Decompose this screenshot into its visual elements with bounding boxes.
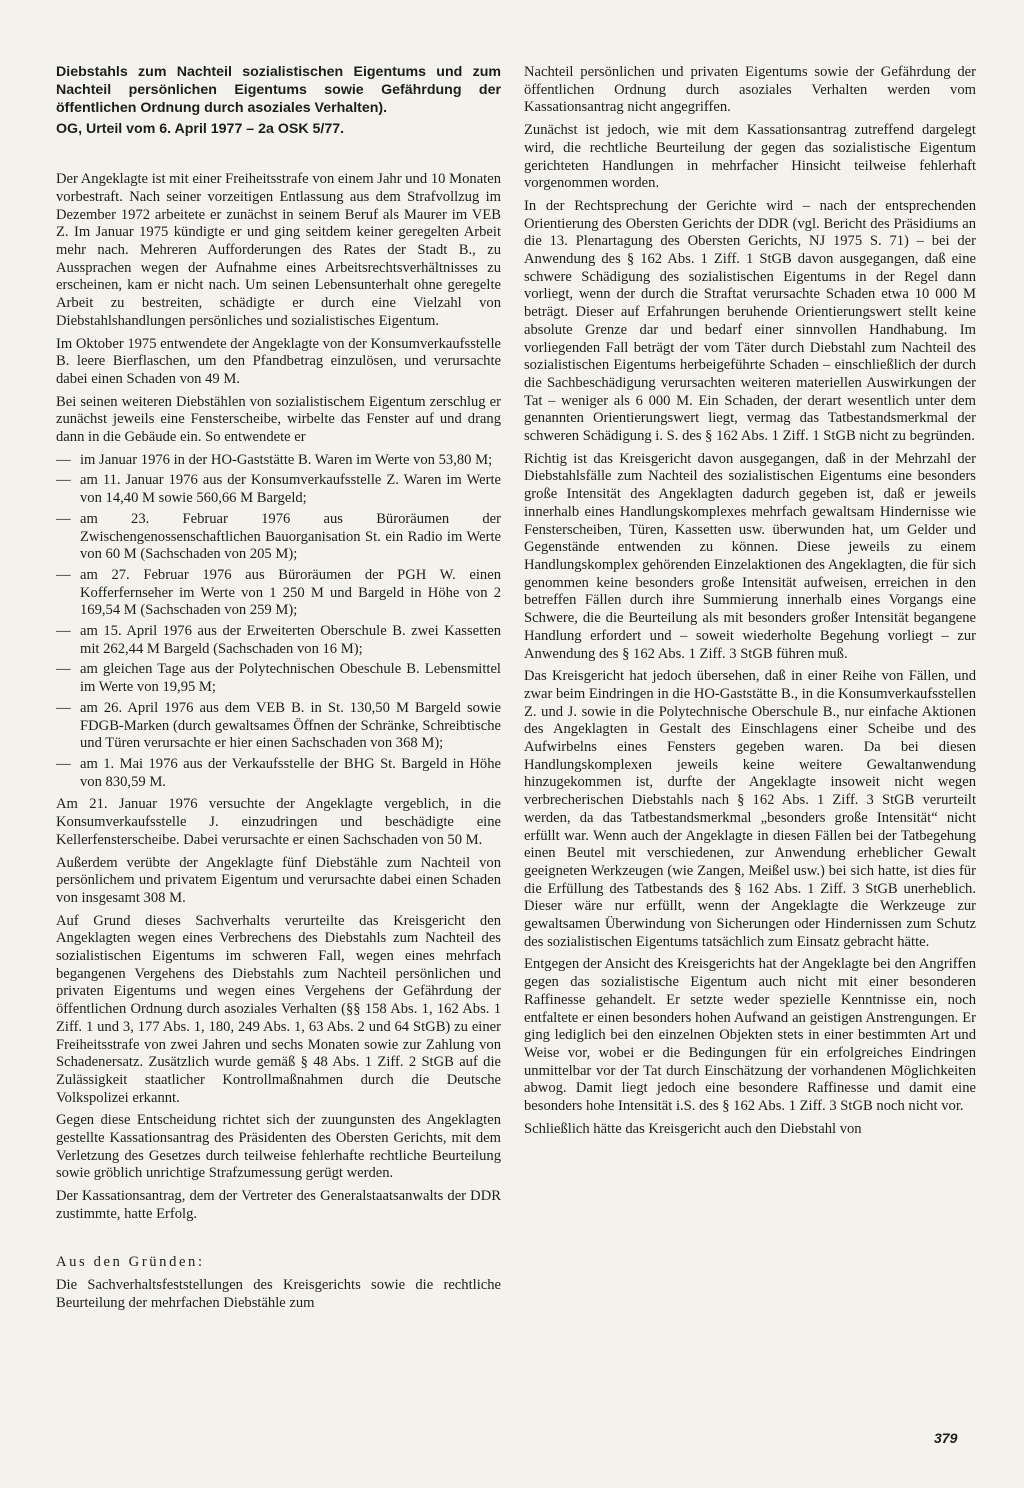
paragraph: Entgegen der Ansicht des Kreisgerichts hat der Angeklagte bei den Angriffen gegen das sozialistische Eigentum auch nicht mit einer besonderen Raffinesse gehandelt. Er setzte weder spezielle Kenntnisse ein, noch entfaltete er einen besonders hohen Aufwand an geistigen Anstrengungen. Er ging lediglich bei den einzelnen Objekten stets in einer bestimmten Art und Weise vor, wobei er die Bedingungen für ein erfolgreiches Eindringen unmittelbar vor der Tat durch Einschätzung der vorhandenen Möglichkeiten abwog. Damit liegt jedoch eine besondere Raffinesse und damit eine besonders hohe Intensität i.S. des § 162 Abs. 1 Ziff. 3 StGB noch nicht vor. (524, 956, 976, 1115)
paragraph: Die Sachverhaltsfeststellungen des Kreisgerichts sowie die rechtliche Beurteilung der mehrfachen Diebstähle zum (56, 1277, 501, 1311)
section-heading: Aus den Gründen: (56, 1253, 205, 1270)
left-column (56, 64, 501, 1318)
paragraph: Am 21. Januar 1976 versuchte der Angeklagte vergeblich, in die Konsumverkaufsstelle J. einzudringen und beschädigte eine Kellerfensterscheibe. Dabei verursachte er einen Sachschaden von 50 M. (56, 796, 501, 848)
paragraph: In der Rechtsprechung der Gerichte wird – nach der entsprechenden Orientierung des Obersten Gerichts der DDR (vgl. Bericht des Präsidiums an die 13. Plenartagung des Obersten Gerichts, NJ 1975 S. 71) – bei der Anwendung des § 162 Abs. 1 Ziff. 1 StGB davon ausgegangen, daß eine schwere Schädigung des sozialistischen Eigentums in der Regel dann vorliegt, wenn der durch die Straftat verursachte Schaden etwa 10 000 M beträgt. Dieser auf Erfahrungen beruhende Orientierungswert stellt keine absolute Grenze dar und bedarf einer sinnvollen Handhabung. Im vorliegenden Fall beträgt der vom Täter durch Diebstahl zum Nachteil des sozialistischen Eigentums herbeigeführte Schaden – einschließlich der durch die Sachbeschädigung verursachten weiteren materiellen Auswirkungen der Tat – weniger als 6 000 M. Ein Schaden, der derart wesentlich unter dem genannten Orientierungswert liegt, vermag das Tatbestandsmerkmal der schweren Schädigung i. S. des § 162 Abs. 1 Ziff. 1 StGB nicht zu begründen. (524, 197, 976, 445)
right-column (524, 64, 976, 1143)
court-decision-reference: OG, Urteil vom 6. April 1977 – 2a OSK 5/77. (56, 121, 345, 138)
paragraph: Der Angeklagte ist mit einer Freiheitsstrafe von einem Jahr und 10 Monaten vorbestraft. Nach seiner vorzeitigen Entlassung aus dem Strafvollzug im Dezember 1972 arbeitete er zunächst in seinem Beruf als Maurer im VEB Z. Im Januar 1975 kündigte er und ging seitdem keiner geregelten Arbeit mehr nach. Mehreren Aufforderungen des Rates der Stadt B., zu Aussprachen wegen der Aufnahme eines Arbeitsrechtsverhältnisses zu erscheinen, kam er nicht nach. Um seinen Lebensunterhalt ohne geregelte Arbeit zu bestreiten, schädigte er durch eine Vielzahl von Diebstahlshandlungen persönliches und sozialistisches Eigentum. (56, 171, 501, 329)
paragraph: Der Kassationsantrag, dem der Vertreter des Generalstaatsanwalts der DDR zustimmte, hatte Erfolg. (56, 1188, 501, 1222)
paragraph: Außerdem verübte der Angeklagte fünf Diebstähle zum Nachteil von persönlichem und privatem Eigentum und verursachte dabei einen Schaden von insgesamt 308 M. (56, 854, 501, 906)
paragraph: Richtig ist das Kreisgericht davon ausgegangen, daß in der Mehrzahl der Diebstahlsfälle zum Nachteil des sozialistischen Eigentums eine besonders große Intensität des Angeklagten dadurch gegeben ist, daß er jeweils innerhalb eines Handlungskomplexes mehrfach gewaltsam Hindernisse wie Fensterscheiben, Türen, Kassetten usw. überwunden hat, um Gelder und Gegenstände entwenden zu können. Diese jeweils zu einem Handlungskomplex gehörenden Einzelaktionen des Angeklagten, die für sich genommen keine besonders große Intensität aufweisen, erreichen in den betreffen Fällen durch ihre Summierung innerhalb eines Vorgangs eine Schwere, die die Beurteilung als mit besonders großer Intensität begangene Handlung erfordert und – soweit wiederholte Begehung vorliegt – zur Anwendung des § 162 Abs. 1 Ziff. 3 StGB führen muß. (524, 450, 976, 662)
theft-list (56, 452, 501, 792)
list-item: — am 23. Februar 1976 aus Büroräumen der Zwischengenossenschaftlichen Bauorganisation St. ein Radio im Werte von 60 M (Sachschaden von 205 M); (56, 511, 501, 564)
paragraph: Nachteil persönlichen und privaten Eigentums sowie der Gefährdung der öffentlichen Ordnung durch asoziales Verhalten werden vom Kassationsantrag nicht angegriffen. (524, 64, 976, 116)
paragraph: Zunächst ist jedoch, wie mit dem Kassationsantrag zutreffend dargelegt wird, die rechtliche Beurteilung der gegen das sozialistische Eigentum gerichteten Handlungen in mehrfacher Hinsicht teilweise fehlerhaft vorgenommen worden. (524, 122, 976, 192)
list-item: — am 27. Februar 1976 aus Büroräumen der PGH W. einen Kofferfernseher im Werte von 1 250 M und Bargeld in Höhe von 2 169,54 M (Sachschaden von 259 M); (56, 567, 501, 620)
list-item: — am 1. Mai 1976 aus der Verkaufsstelle der BHG St. Bargeld in Höhe von 830,59 M. (56, 756, 501, 791)
paragraph: Im Oktober 1975 entwendete der Angeklagte von der Konsumverkaufsstelle B. leere Bierflaschen, um den Pfandbetrag einzulösen, und verursachte dabei einen Schaden von 49 M. (56, 335, 501, 387)
page-number: 379 (934, 1430, 958, 1446)
paragraph: Auf Grund dieses Sachverhalts verurteilte das Kreisgericht den Angeklagten wegen eines Verbrechens des Diebstahls zum Nachteil des sozialistischen Eigentums im schweren Fall, wegen eines mehrfach begangenen Vergehens des Diebstahls zum Nachteil persönlichen und privaten Eigentums und wegen eines Vergehens der Gefährdung der öffentlichen Ordnung durch asoziales Verhalten (§§ 158 Abs. 1, 162 Abs. 1 Ziff. 1 und 3, 177 Abs. 1, 180, 249 Abs. 1, 63 Abs. 2 und 64 StGB) zu einer Freiheitsstrafe von zwei Jahren und sechs Monaten sowie zur Zahlung von Schadenersatz. Zusätzlich wurde gemäß § 48 Abs. 1 Ziff. 2 StGB auf die Zulässigkeit staatlicher Kontrollmaßnahmen durch die Deutsche Volkspolizei erkannt. (56, 912, 501, 1106)
case-heading: Diebstahls zum Nachteil sozialistischen Eigentums und zum Nachteil persönlichen Eigentums sowie Gefährdung der öffentlichen Ordnung durch asoziales Verhalten). (56, 64, 501, 116)
paragraph: Schließlich hätte das Kreisgericht auch den Diebstahl von (524, 1120, 862, 1137)
list-item: — am 26. April 1976 aus dem VEB B. in St. 130,50 M Bargeld sowie FDGB-Marken (durch gewaltsames Öffnen der Schränke, Schreibtische und Türen verursachte er hier einen Sachschaden von 368 M); (56, 700, 501, 753)
paragraph: Gegen diese Entscheidung richtet sich der zuungunsten des Angeklagten gestellte Kassationsantrag des Präsidenten des Obersten Gerichts, mit dem Verletzung des Gesetzes durch teilweise fehlerhafte rechtliche Beurteilung sowie gröblich unrichtige Strafzumessung gerügt werden. (56, 1112, 501, 1182)
paragraph: Bei seinen weiteren Diebstählen von sozialistischem Eigentum zerschlug er zunächst jeweils eine Fensterscheibe, wirbelte das Fenster auf und drang dann in die Gebäude ein. So entwendete er (56, 393, 501, 446)
list-item: — am gleichen Tage aus der Polytechnischen Obeschule B. Lebensmittel im Werte von 19,95 M; (56, 661, 501, 696)
list-item: — im Januar 1976 in der HO-Gaststätte B. Waren im Werte von 53,80 M; (56, 452, 501, 470)
paragraph: Das Kreisgericht hat jedoch übersehen, daß in einer Reihe von Fällen, und zwar beim Eindringen in die HO-Gaststätte B., in die Konsumverkaufsstellen Z. und J. sowie in die Polytechnische Oberschule B., nur einfache Aktionen des Angeklagten in Gestalt des Einschlagens einer Scheibe und des Aufwirbelns eines Fensters gegeben waren. Da bei diesen Handlungskomplexen jeweils keine weitere Gewaltanwendung hinzugekommen ist, durfte der Angeklagte insoweit nicht wegen verbrecherischen Diebstahls nach § 162 Abs. 1 Ziff. 3 StGB verurteilt werden, da das Tatbestandsmerkmal „besonders große Intensität“ nicht erfüllt war. Wenn auch der Angeklagte in diesen Fällen bei der Tatbegehung einen Beutel mit verschiedenen, zur Anwendung erheblicher Gewalt geeigneten Werkzeugen (wie Zangen, Meißel usw.) bei sich hatte, ist dies für die Erfüllung des Tatbestands des § 162 Abs. 1 Ziff. 3 StGB unerheblich. Dieser wäre nur erfüllt, wenn der Angeklagte die Werkzeuge zur gewaltsamen Überwindung von Sicherungen oder Hindernissen zum Schutz des sozialistischen Eigentums tatsächlich zum Einsatz gebracht hätte. (524, 668, 976, 950)
list-item: — am 11. Januar 1976 aus der Konsumverkaufsstelle Z. Waren im Werte von 14,40 M sowie 560,66 M Bargeld; (56, 472, 501, 507)
list-item: — am 15. April 1976 aus der Erweiterten Oberschule B. zwei Kassetten mit 262,44 M Bargeld (Sachschaden von 16 M); (56, 623, 501, 658)
